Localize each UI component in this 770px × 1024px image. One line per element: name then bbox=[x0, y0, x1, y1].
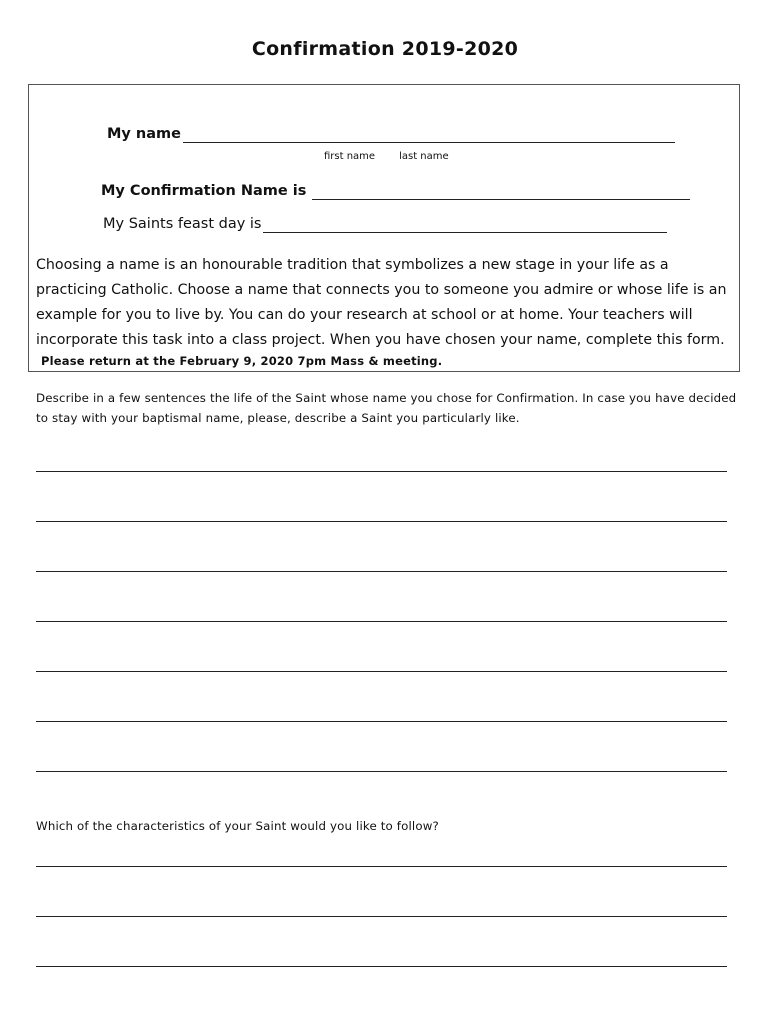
question-saint-life: Describe in a few sentences the life of the Saint whose name you chose for Confirmation. In case you have decided to stay with your baptismal name, please, describe a Saint you particularly like. bbox=[36, 391, 737, 425]
instructions-paragraph: Choosing a name is an honourable tradition that symbolizes a new stage in your life as a practicing Catholic. Choose a name that connects you to someone you admire or whose life is an example for you to live by. You can do your research at school or at home. Your teachers will incorporate this task into a class project. When you have chosen your name, complete this form. bbox=[36, 257, 727, 348]
answer-line[interactable] bbox=[36, 471, 727, 472]
feast-day-field-row bbox=[103, 215, 667, 233]
answer-line[interactable] bbox=[36, 571, 727, 572]
confirmation-name-label: My Confirmation Name is bbox=[101, 183, 307, 199]
last-name-label: last name bbox=[399, 151, 449, 162]
student-info-box bbox=[28, 84, 740, 372]
page-title: Confirmation 2019-2020 bbox=[251, 38, 519, 60]
name-input-line[interactable] bbox=[183, 128, 675, 143]
question-characteristics: Which of the characteristics of your Saint would you like to follow? bbox=[36, 819, 439, 833]
answer-line[interactable] bbox=[36, 916, 727, 917]
name-label: My name bbox=[107, 126, 181, 142]
confirmation-name-field-row bbox=[101, 182, 690, 200]
return-note: Please return at the February 9, 2020 7pm Mass & meeting. bbox=[41, 354, 443, 368]
feast-day-label: My Saints feast day is bbox=[103, 216, 262, 232]
name-field-row bbox=[107, 125, 675, 143]
answer-line[interactable] bbox=[36, 621, 727, 622]
confirmation-name-input-line[interactable] bbox=[312, 185, 690, 200]
feast-day-input-line[interactable] bbox=[263, 218, 667, 233]
first-name-label: first name bbox=[324, 151, 376, 162]
answer-line[interactable] bbox=[36, 721, 727, 722]
answer-line[interactable] bbox=[36, 966, 727, 967]
answer-line[interactable] bbox=[36, 866, 727, 867]
name-sub-labels bbox=[324, 151, 449, 162]
answer-line[interactable] bbox=[36, 771, 727, 772]
answer-line[interactable] bbox=[36, 521, 727, 522]
answer-line[interactable] bbox=[36, 671, 727, 672]
